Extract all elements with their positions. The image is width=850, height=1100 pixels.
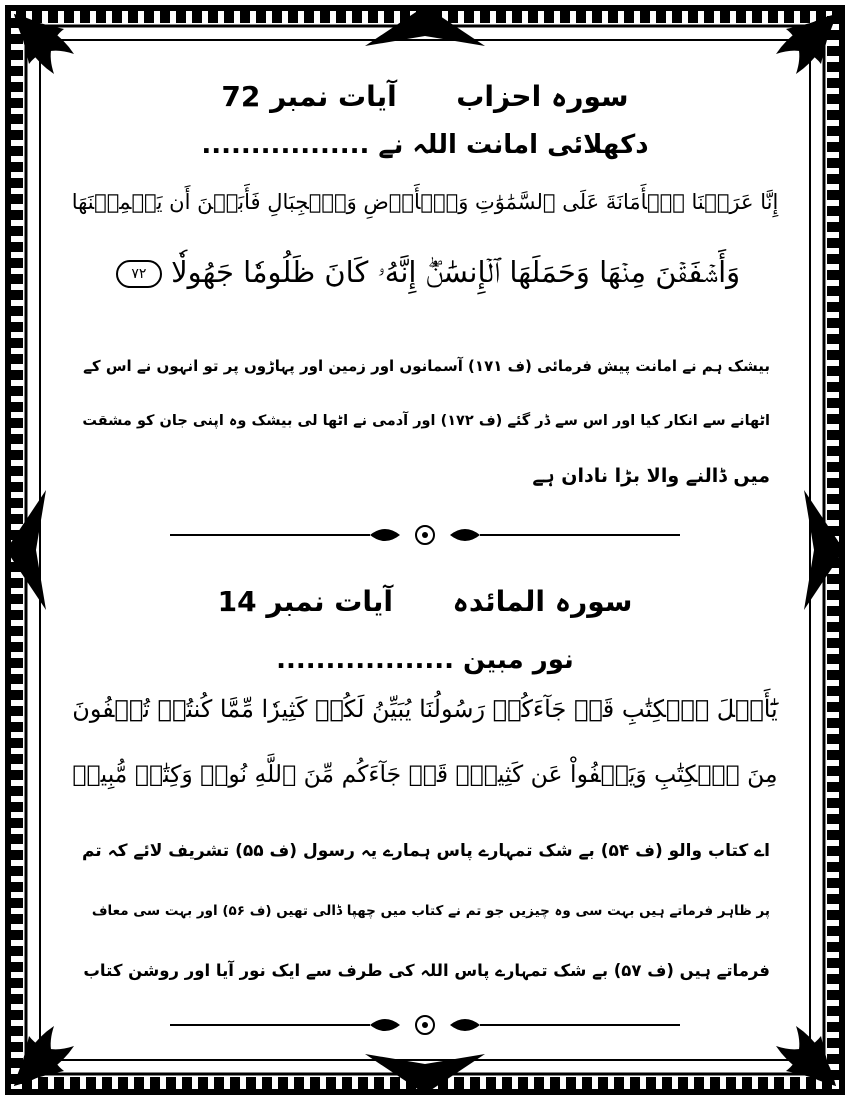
section1-ayah-text: وَأَشۡفَقۡنَ مِنۡهَا وَحَمَلَهَا ٱلۡإِنسَٰنُۖ إِنَّهُۥ كَانَ ظَلُومٗا جَهُولٗا	[171, 255, 741, 289]
section1-ayah-line1: إِنَّا عَرَضۡنَا ٱلۡأَمَانَةَ عَلَى ٱلسَّمَٰوَٰتِ وَٱلۡأَرۡضِ وَٱلۡجِبَالِ فَأَبَيۡنَ أَن يَحۡمِلۡنَهَا	[71, 190, 779, 214]
section2-ayat: آیات نمبر 14	[217, 585, 393, 618]
section2-ayah-line1: يَٰٓأَهۡلَ ٱلۡكِتَٰبِ قَدۡ جَآءَكُمۡ رَسُولُنَا يُبَيِّنُ لَكُمۡ كَثِيرٗا مِّمَّا كُنتُمۡ تُخۡفُونَ	[72, 695, 778, 723]
section1-translation-line: بیشک ہم نے امانت پیش فرمائی (ف ۱۷۱) آسمانوں اور زمین اور پہاڑوں پر تو انہوں نے اس کے	[83, 357, 770, 375]
ornamental-divider	[170, 1010, 680, 1040]
section2-subtitle: نور مبین ..................	[276, 645, 574, 675]
ornamental-divider	[170, 520, 680, 550]
section2-ayah-line2: مِنَ ٱلۡكِتَٰبِ وَيَعۡفُواْ عَن كَثِيرٖۚ قَدۡ جَآءَكُم مِّنَ ٱللَّهِ نُورٞ وَكِتَٰبٞ مُّبِينٞ	[72, 760, 778, 788]
section1-ayat: آیات نمبر 72	[221, 80, 397, 113]
ayah-number-marker: ٧٢	[116, 260, 162, 288]
section2-translation-line: فرماتے ہیں (ف ۵۷) بے شک تمہارے پاس اللہ کی طرف سے ایک نور آیا اور روشن کتاب	[83, 961, 770, 980]
section1-subtitle: دکھلائی امانت اللہ نے .................	[201, 130, 649, 160]
section1-ayah-line2	[70, 255, 780, 290]
section1-translation-line: اٹھانے سے انکار کیا اور اس سے ڈر گئے (ف ۱۷۲) اور آدمی نے اٹھا لی بیشک وہ اپنی جان کو مشقت	[82, 413, 770, 429]
section1-surah: سورہ احزاب	[456, 80, 629, 113]
section2-translation-line: پر ظاہر فرماتے ہیں بہت سی وہ چیزیں جو تم نے کتاب میں چھپا ڈالی تھیں (ف ۵۶) اور بہت سی معاف	[91, 903, 770, 919]
page-content	[70, 60, 780, 1040]
section2-heading	[70, 585, 780, 618]
section1-heading	[70, 80, 780, 113]
section2-translation-line: اے کتاب والو (ف ۵۴) بے شک تمہارے پاس ہمارے یہ رسول (ف ۵۵) تشریف لائے کہ تم	[81, 841, 770, 861]
section2-surah: سورہ المائدہ	[452, 585, 633, 618]
section1-translation-line: میں ڈالنے والا بڑا نادان ہے	[532, 465, 770, 487]
